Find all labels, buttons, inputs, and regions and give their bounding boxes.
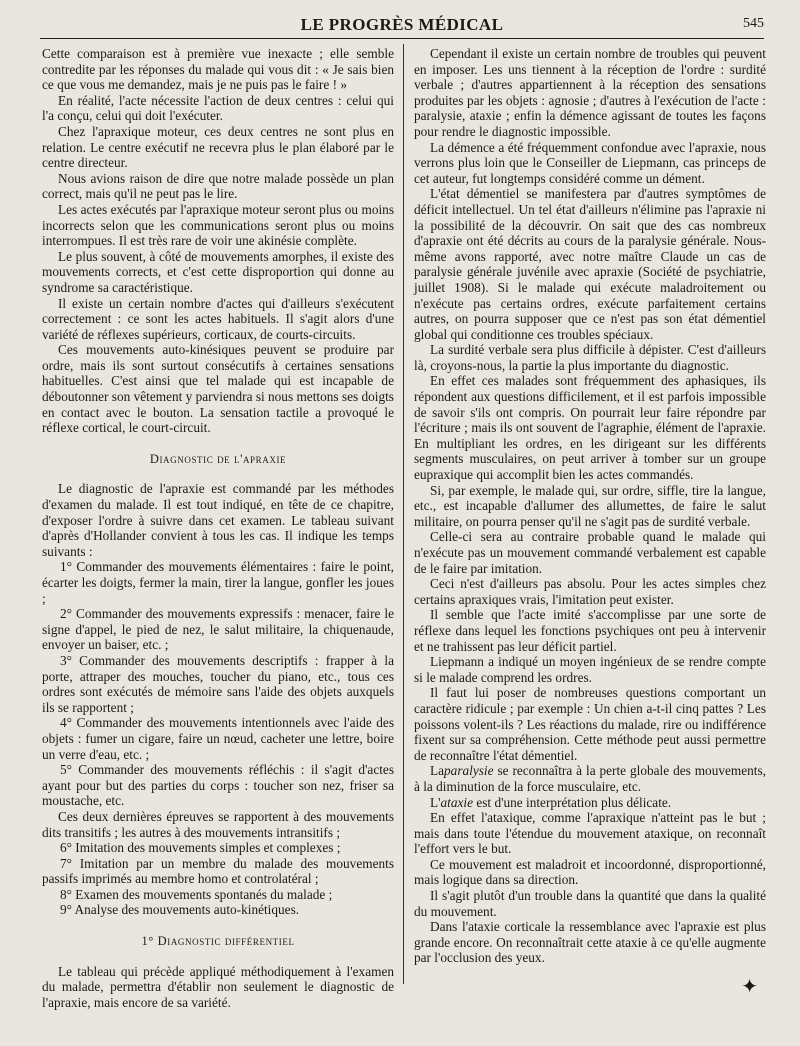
- paragraph: Les actes exécutés par l'apraxique moteur seront plus ou moins incorrects selon que les communications seront plus ou moins interrompues. Il est très rare de voir une akinésie complète.: [42, 201, 394, 249]
- list-item: 5° Commander des mouvements réfléchis : il s'agit d'actes ayant pour but des parties du corps : toucher son nez, friser sa moustache, etc.: [42, 762, 394, 809]
- paragraph: Il existe un certain nombre d'actes qui d'ailleurs s'exécutent correctement : ce sont les actes habituels. Il s'agit alors d'une variété de réflexes supérieurs, corticaux, de courts-circuits.: [42, 295, 394, 342]
- paragraph: Il faut lui poser de nombreuses questions comportant un caractère ridicule ; par exemple : Un chien a-t-il cinq pattes ? Les poissons volent-ils ? Les réactions du malade, rire ou indifférence fixent sur sa compréhension. Cette méthode peut aussi permettre de reconnaître l'état démentiel.: [414, 685, 766, 763]
- paragraph: Ces mouvements auto-kinésiques peuvent se produire par ordre, mais ils sont surtout consécutifs à certaines sensations habituelles. C'est ainsi que tel malade qui est incapable de déboutonner son vêtement y parviendra si nous mettons ses doigts en contact avec le bouton. La sensation tactile a provoqué le réflexe cortical, le court-circuit.: [42, 342, 394, 436]
- section-heading-diagnostic: Diagnostic de l'apraxie: [149, 451, 287, 466]
- paragraph: Dans l'ataxie corticale la ressemblance avec l'apraxie est plus grande encore. On reconnaîtrait cette ataxie à ce qu'elle augmente par l'occlusion des yeux.: [414, 919, 766, 966]
- section-heading-differential: 1° Diagnostic différentiel: [141, 934, 295, 949]
- paragraph: Si, par exemple, le malade qui, sur ordre, siffle, tire la langue, etc., est incapable d'allumer des allumettes, de faire le salut militaire, on pourra penser qu'il ne s'agit pas de surdité verbale.: [414, 482, 766, 529]
- paragraph: Celle-ci sera au contraire probable quand le malade qui n'exécute pas un mouvement commandé verbalement est capable de le faire par imitation.: [414, 529, 766, 576]
- paragraph: Cette comparaison est à première vue inexacte ; elle semble contredite par les réponses du malade qui vous dit : « Je sais bien ce que vous me demandez, mais je ne puis pas le faire ! »: [42, 46, 394, 93]
- right-column: [414, 46, 766, 966]
- paragraph: La démence a été fréquemment confondue avec l'apraxie, nous verrons plus loin que le Conseiller de Liepmann, cas princeps de cet auteur, fut longtemps considéré comme un dément.: [414, 139, 766, 186]
- paragraph-paralysie: [414, 763, 766, 794]
- paragraph: Le diagnostic de l'apraxie est commandé par les méthodes d'examen du malade. Il est tout indiqué, en tête de ce chapitre, d'exposer l'ordre à suivre dans cet examen. Le tableau suivant d'après d'Hollander convient à tous les cas. Il indique les temps suivants :: [42, 481, 394, 559]
- paralysie-term: paralysie: [444, 763, 494, 779]
- paragraph: Ces deux dernières épreuves se rapportent à des mouvements dits transitifs ; les autres à des mouvements intransitifs ;: [42, 808, 394, 840]
- list-item: 6° Imitation des mouvements simples et complexes ;: [60, 840, 341, 856]
- ataxie-lead: L': [430, 794, 441, 810]
- paragraph: Le plus souvent, à côté de mouvements amorphes, il existe des mouvements corrects, et c'est cette disproportion qui donne au syndrome sa caractéristique.: [42, 248, 394, 295]
- list-item: 2° Commander des mouvements expressifs : menacer, faire le signe d'appel, le pied de nez, le salut militaire, la chiquenaude, envoyer un baiser, etc. ;: [42, 606, 394, 653]
- end-ornament-icon: ✦: [741, 976, 758, 998]
- paragraph: Le tableau qui précède appliqué méthodiquement à l'examen du malade, permettra d'établir non seulement le diagnostic de l'apraxie, mais encore de sa variété.: [42, 963, 394, 1010]
- ataxie-term: ataxie: [440, 794, 474, 810]
- running-title: LE PROGRÈS MÉDICAL: [300, 15, 504, 34]
- list-item: 8° Examen des mouvements spontanés du malade ;: [60, 886, 333, 902]
- paragraph: En effet l'ataxique, comme l'apraxique n'atteint pas le but ; mais dans toute l'étendue du mouvement ataxique, on reconnaît l'effort vers le but.: [414, 810, 766, 857]
- paragraph: Il s'agit plutôt d'un trouble dans la quantité que dans la qualité du mouvement.: [414, 888, 766, 919]
- paragraph: Cependant il existe un certain nombre de troubles qui peuvent en imposer. Les uns tiennent à la réception de l'ordre : surdité verbale ; d'autres appartiennent à la réception des sensations produites par les objets : agnosie ; d'autres à l'exécution de l'acte : paralysie, ataxie ; enfin la démence agissant de toutes les façons pour rendre le diagnostic impossible.: [414, 46, 766, 139]
- paragraph: La surdité verbale sera plus difficile à dépister. C'est d'ailleurs là, croyons-nous, la partie la plus importante du diagnostic.: [414, 342, 766, 373]
- list-item: 7° Imitation par un membre du malade des mouvements passifs imprimés au membre homo et controlatéral ;: [42, 855, 394, 887]
- left-column: [42, 46, 394, 1010]
- list-item: 1° Commander des mouvements élémentaires : faire le point, écarter les doigts, fermer la main, tirer la langue, gonfler les joues ;: [42, 559, 394, 606]
- paralysie-text: se reconnaîtra à la perte globale des mouvements, à la diminution de la force musculaire, etc.: [414, 763, 766, 794]
- paralysie-lead: La: [430, 763, 445, 779]
- paragraph: Liepmann a indiqué un moyen ingénieux de se rendre compte si le malade comprend les ordres.: [414, 654, 766, 685]
- ataxie-text: est d'une interprétation plus délicate.: [473, 794, 672, 810]
- list-item: 3° Commander des mouvements descriptifs : frapper à la porte, attraper des mouches, toucher du piano, etc., tous ces ordres sont exécutés de mémoire sans l'aide des objets auxquels ils se rapportent ;: [42, 652, 394, 715]
- paragraph: Ceci n'est d'ailleurs pas absolu. Pour les actes simples chez certains apraxiques vrais, l'imitation peut exister.: [414, 576, 766, 607]
- page-header: [40, 12, 764, 39]
- paragraph: Ce mouvement est maladroit et incoordonné, disproportionné, mais logique dans sa direction.: [414, 856, 766, 888]
- paragraph: Chez l'apraxique moteur, ces deux centres ne sont plus en relation. Le centre exécutif ne recevra plus le plan élaboré par le centre directeur.: [42, 123, 394, 171]
- paragraph: Il semble que l'acte imité s'accomplisse par une sorte de réflexe dans lequel les fonctions psychiques ont peu à intervenir et ne trahissent pas leur déficit partiel.: [414, 607, 766, 654]
- list-item: 9° Analyse des mouvements auto-kinétiques.: [60, 902, 300, 918]
- column-divider: [403, 44, 404, 984]
- paragraph: En réalité, l'acte nécessite l'action de deux centres : celui qui l'a conçu, celui qui doit l'exécuter.: [42, 92, 394, 124]
- page-number: 545: [743, 16, 764, 31]
- paragraph: L'état démentiel se manifestera par d'autres symptômes de déficit intellectuel. Un tel état d'ailleurs n'élimine pas l'apraxie ni la possibilité de la découvrir. On sait que des cas nombreux d'apraxie ont été décrits au cours de la paralysie générale. Nous-même avons rapporté, avec notre maître Claude un cas de paralysie générale juvénile avec apraxie (Société de psychiatrie, juillet 1908). Si le malade qui exécute maladroitement ou n'exécute pas certains ordres, exécute parfaitement certains autres, on pourra supposer que ce n'est pas son état démentiel global qui conditionne ces troubles spéciaux.: [414, 186, 766, 342]
- list-item: 4° Commander des mouvements intentionnels avec l'aide des objets : fumer un cigare, faire un nœud, cacheter une lettre, boire un verre d'eau, etc. ;: [42, 715, 394, 762]
- paragraph: Nous avions raison de dire que notre malade possède un plan correct, mais qu'il ne peut pas le lire.: [42, 170, 394, 202]
- paragraph-ataxie: [414, 795, 766, 811]
- paragraph: En effet ces malades sont fréquemment des aphasiques, ils répondent aux questions difficilement, et il est parfois impossible de savoir s'ils ont compris. On pourrait leur faire répondre par l'écriture ; mais ils ont souvent de l'agraphie, élément de l'apraxie. En multipliant les ordres, en les dirigeant sur les différents segments musculaires, on peut arriver à tomber sur un groupe eupraxique qui accomplit bien les actes commandés.: [414, 373, 766, 483]
